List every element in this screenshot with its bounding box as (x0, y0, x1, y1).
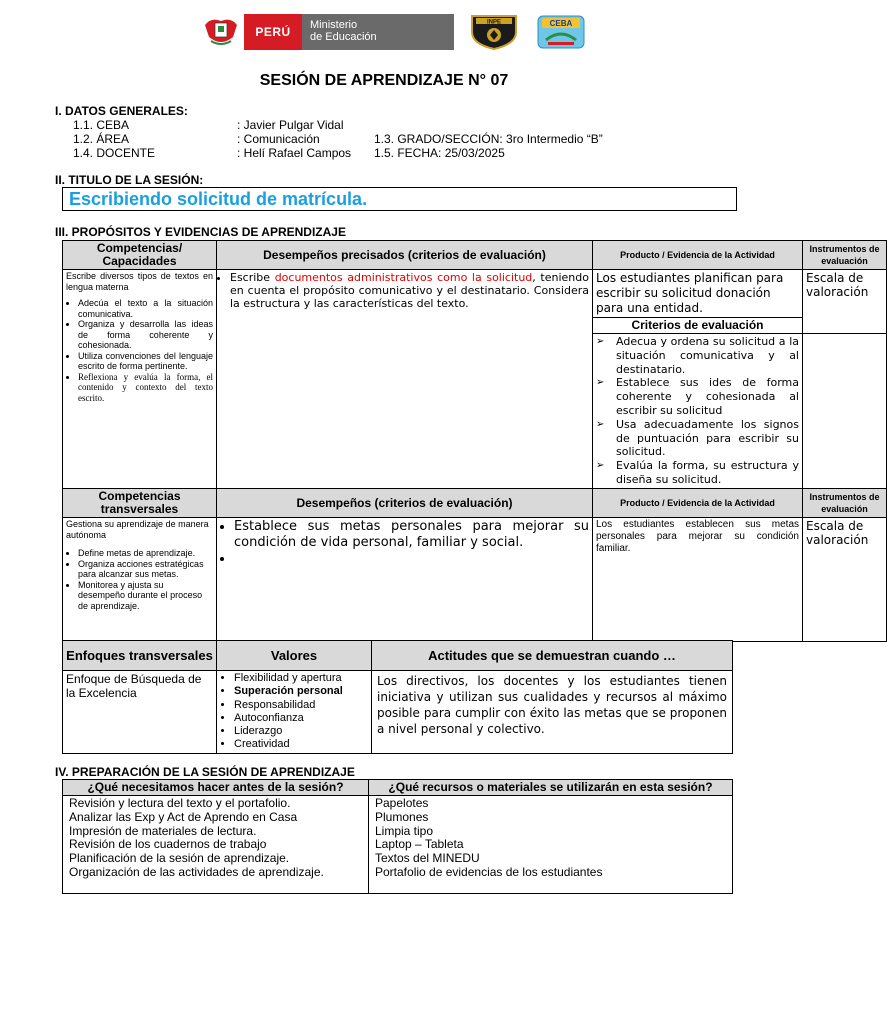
comp1-list (66, 298, 213, 403)
session-title-box: Escribiendo solicitud de matrícula. (62, 187, 737, 211)
arrow-icon: ➢ (596, 336, 605, 347)
enfoques-table (62, 640, 733, 754)
desemp2-header: Desempeños (criterios de evaluación) (217, 489, 593, 518)
valores-list (220, 672, 368, 752)
list-item: Plumones (375, 809, 429, 824)
preparacion-table (62, 779, 733, 894)
prod1-cell: Los estudiantes planifican para escribir su solicitud donación para una entidad. (593, 270, 803, 318)
desemp-header: Desempeños precisados (criterios de evaluación) (217, 241, 593, 270)
titulo-heading: II. TITULO DE LA SESIÓN: (55, 173, 204, 187)
list-item: Laptop – Tableta (375, 837, 464, 852)
inpe-label: INPE (486, 19, 502, 26)
ceba-label-field: 1.1. CEBA (73, 118, 130, 132)
ceba-label: CEBA (549, 19, 573, 28)
list-item: Textos del MINEDU (375, 851, 480, 866)
instr-header: Instrumentos de evaluación (803, 241, 887, 270)
list-item: ➢ Usa adecuadamente los signos de puntuación para escribir su solicitud. (596, 417, 799, 459)
antes-header: ¿Qué necesitamos hacer antes de la sesión? (63, 780, 369, 796)
list-item: • Superación personal (234, 685, 368, 698)
criterios-list (596, 335, 799, 487)
ministerio-label: Ministerio de Educación (302, 14, 454, 50)
recursos-header: ¿Qué recursos o materiales se utilizarán en esta sesión? (369, 780, 733, 796)
valores-header: Valores (217, 641, 372, 671)
list-item: • Creatividad (234, 738, 368, 751)
ceba-logo (536, 14, 586, 50)
list-item: Planificación de la sesión de aprendizaje. (69, 851, 290, 866)
datos-heading: I. DATOS GENERALES: (55, 104, 188, 118)
enfoques-header: Enfoques transversales (63, 641, 217, 671)
empty-bullet (234, 551, 589, 567)
criterios-cell (593, 334, 803, 489)
antes-cell (63, 796, 369, 894)
area-label: 1.2. ÁREA (73, 132, 130, 146)
criterios-heading: Criterios de evaluación (593, 318, 803, 334)
enfoque-cell: Enfoque de Búsqueda de la Excelencia (63, 671, 217, 754)
prod-header: Producto / Evidencia de la Actividad (593, 241, 803, 270)
fecha: 1.5. FECHA: 25/03/2025 (374, 146, 505, 160)
des2-item: • Establece sus metas personales para mejorar su condición de vida personal, familiar y social. (234, 519, 589, 551)
minedu-logo (198, 14, 454, 50)
propositos-table (62, 240, 887, 642)
preparacion-heading: IV. PREPARACIÓN DE LA SESIÓN DE APRENDIZAJE (55, 765, 355, 779)
instr2-header: Instrumentos de evaluación (803, 489, 887, 518)
list-item: • Liderazgo (234, 725, 368, 738)
list-item: • Define metas de aprendizaje. (78, 548, 213, 559)
grado-seccion: 1.3. GRADO/SECCIÓN: 3ro Intermedio “B” (374, 132, 603, 146)
comp1-cell: Escribe diversos tipos de textos en lengua materna • Adecúa el texto a la situación comunicativa. • Organiza y desarrolla las ideas de forma coherente y cohesionada. • Utiliza convenciones del lenguaje escrito de forma pertinente. • Reflexiona y evalúa la forma, el contenido y contexto del texto escrito. (63, 270, 217, 489)
inpe-logo (466, 14, 522, 50)
instr1-empty (803, 334, 887, 489)
list-item: • Organiza acciones estratégicas para alcanzar sus metas. (78, 559, 213, 580)
list-item: • Organiza y desarrolla las ideas de forma coherente y cohesionada. (78, 319, 213, 351)
valores-cell (217, 671, 372, 754)
instr2-cell: Escala de valoración (803, 518, 887, 642)
list-item: Revisión de los cuadernos de trabajo (69, 837, 267, 852)
arrow-icon: ➢ (596, 460, 605, 472)
list-item: • Monitorea y ajusta su desempeño durante el proceso de aprendizaje. (78, 580, 213, 612)
list-item: • Utiliza convenciones del lenguaje escrito de forma pertinente. (78, 351, 213, 372)
list-item: Limpia tipo (375, 823, 434, 838)
des1-cell (217, 270, 593, 489)
comp-header: Competencias/ Capacidades (63, 241, 217, 270)
list-item: Papelotes (375, 796, 429, 810)
list-item: Revisión y lectura del texto y el portafolio. (69, 796, 291, 810)
list-item: ➢ Evalúa la forma, su estructura y diseña su solicitud. (596, 459, 799, 486)
recursos-cell (369, 796, 733, 894)
list-item: Impresión de materiales de lectura. (69, 823, 257, 838)
list-item: ➢ Adecua y ordena su solicitud a la situación comunicativa y al destinatario. (596, 335, 799, 376)
comp2-list (66, 548, 213, 611)
list-item: • Autoconfianza (234, 712, 368, 725)
list-item: • Flexibilidad y apertura (234, 672, 368, 685)
list-item: ➢ Establece sus ides de forma coherente y cohesionada al escribir su solicitud (596, 376, 799, 417)
arrow-icon: ➢ (596, 418, 605, 430)
ceba-value: : Javier Pulgar Vidal (237, 118, 344, 132)
list-item: Portafolio de evidencias de los estudiantes (375, 864, 603, 879)
comp2-header: Competencias transversales (63, 489, 217, 518)
docente-label: 1.4. DOCENTE (73, 146, 156, 160)
list-item: Analizar las Exp y Act de Aprendo en Casa (69, 809, 298, 824)
prod2-cell: Los estudiantes establecen sus metas personales para mejorar su condición familiar. (593, 518, 803, 642)
instr1-cell: Escala de valoración (803, 270, 887, 334)
comp2-cell: Gestiona su aprendizaje de manera autónoma • Define metas de aprendizaje. • Organiza acciones estratégicas para alcanzar sus metas. • Monitorea y ajusta su desempeño durante el proceso de aprendizaje. (63, 518, 217, 642)
actitudes-cell: Los directivos, los docentes y los estudiantes tienen iniciativa y utilizan sus cualidades y recursos al máximo posible para cumplir con éxito las metas que se proponen a nivel personal y colectivo. (372, 671, 733, 754)
prod2-header: Producto / Evidencia de la Actividad (593, 489, 803, 518)
area-value: : Comunicación (237, 132, 320, 146)
propositos-heading: III. PROPÓSITOS Y EVIDENCIAS DE APRENDIZAJE (55, 225, 346, 239)
actitudes-header: Actitudes que se demuestran cuando … (372, 641, 733, 671)
des1-item: • Escribe documentos administrativos como la solicitud, teniendo en cuenta el propósito comunicativo y el destinatario. Considera la estructura y las características del texto. (230, 271, 589, 310)
arrow-icon: ➢ (596, 377, 605, 389)
docente-value: : Helí Rafael Campos (237, 146, 352, 160)
peru-coat-of-arms-icon (198, 14, 244, 50)
list-item: • Reflexiona y evalúa la forma, el contenido y contexto del texto escrito. (78, 372, 213, 404)
peru-label: PERÚ (244, 14, 302, 50)
list-item: Organización de las actividades de aprendizaje. (69, 864, 324, 879)
page-title: SESIÓN DE APRENDIZAJE N° 07 (259, 72, 509, 89)
list-item: • Adecúa el texto a la situación comunicativa. (78, 298, 213, 319)
des2-cell (217, 518, 593, 642)
list-item: • Responsabilidad (234, 699, 368, 712)
